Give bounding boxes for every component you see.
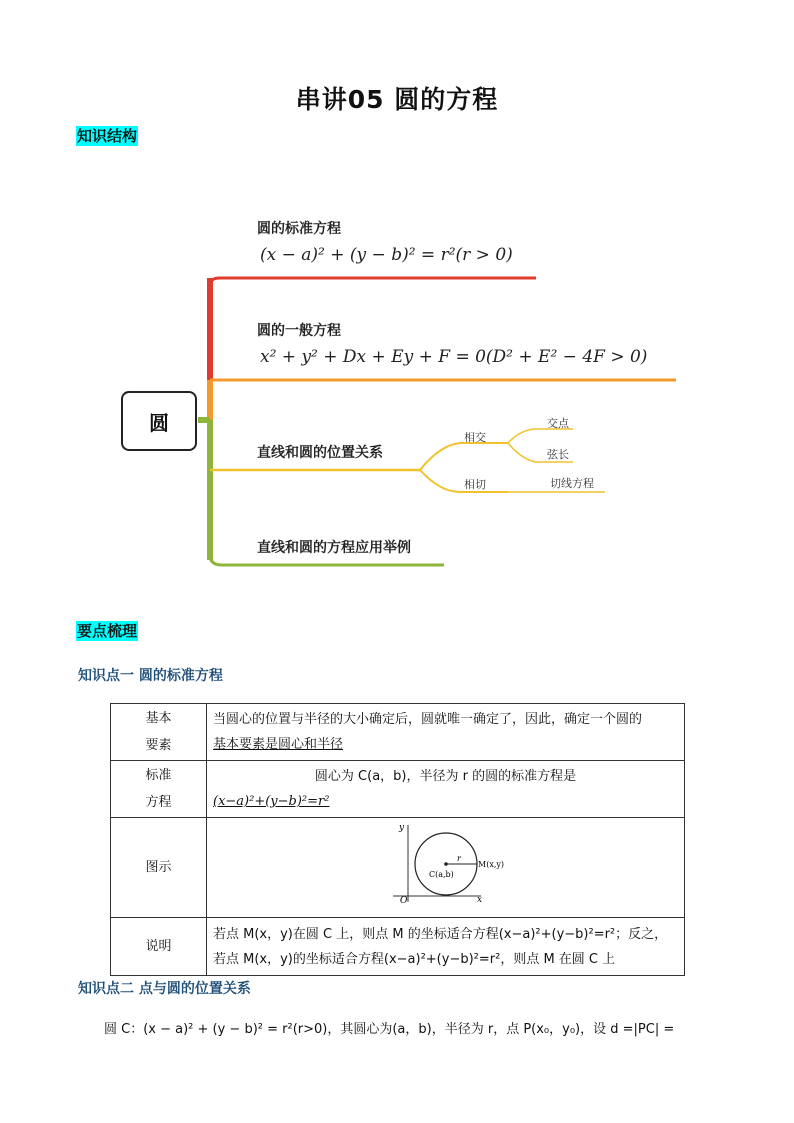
fig-center-label: C(a,b) [429,870,454,879]
table-row [111,918,685,976]
table-header-cell: 标准 方程 [111,761,207,818]
page-title: 串讲05 圆的方程 [295,85,499,114]
fig-x-axis-label: x [477,895,483,905]
fig-radius-label: r [457,854,461,863]
mindmap-branch-position-label: 直线和圆的位置关系 [257,445,383,461]
table-row [111,704,685,761]
mindmap-center-node: 圆 [121,391,197,451]
mindmap-leaf-tangent-equation: 切线方程 [550,477,594,490]
mindmap-branch-standard-eq: (x − a)² + (y − b)² = r²(r > 0) [260,245,513,265]
section-heading-keypoints: 要点梳理 [77,622,138,640]
circle-figure [213,820,678,906]
section-heading-structure: 知识结构 [77,127,138,145]
table-row [111,818,685,918]
table-header-cell: 说明 [111,918,207,976]
mindmap-branch-standard-label: 圆的标准方程 [257,221,341,237]
mindmap-leaf-intersect: 相交 [464,431,486,444]
table-content-cell: 当圆心的位置与半径的大小确定后，圆就唯一确定了，因此，确定一个圆的 基本要素是圆心和半径 [207,704,685,761]
fig-point-label: M(x,y) [478,860,505,869]
table-row [111,761,685,818]
table-content-cell: 若点 M(x，y)在圆 C 上，则点 M 的坐标适合方程(x−a)²+(y−b)²=r²；反之， 若点 M(x，y)的坐标适合方程(x−a)²+(y−b)²=r²，则点 M 在圆 C 上 [207,918,685,976]
mindmap-leaf-intersection-point: 交点 [547,417,569,430]
mindmap-leaf-tangent: 相切 [464,478,486,491]
fig-y-axis-label: y [399,823,405,833]
knowledge-point-2-title: 知识点二 点与圆的位置关系 [78,981,251,997]
table-figure-cell [207,818,685,918]
mindmap-branch-application-label: 直线和圆的方程应用举例 [257,540,411,556]
mindmap-branch-general-eq: x² + y² + Dx + Ey + F = 0(D² + E² − 4F > 0) [260,347,648,367]
table-header-cell: 基本 要素 [111,704,207,761]
table-content-cell: 圆心为 C(a，b)，半径为 r 的圆的标准方程是 (x−a)²+(y−b)²=r² [207,761,685,818]
table-header-cell: 图示 [111,818,207,918]
mindmap-leaf-chord-length: 弦长 [547,448,569,461]
body-paragraph: 圆 C：(x − a)² + (y − b)² = r²(r>0)，其圆心为(a，b)，半径为 r，点 P(x₀，y₀)，设 d =|PC| = [104,1022,675,1037]
knowledge-point-1-title: 知识点一 圆的标准方程 [78,668,223,684]
knowledge-table [110,703,685,976]
mindmap-branch-general-label: 圆的一般方程 [257,323,341,339]
fig-origin-label: O [400,896,408,906]
